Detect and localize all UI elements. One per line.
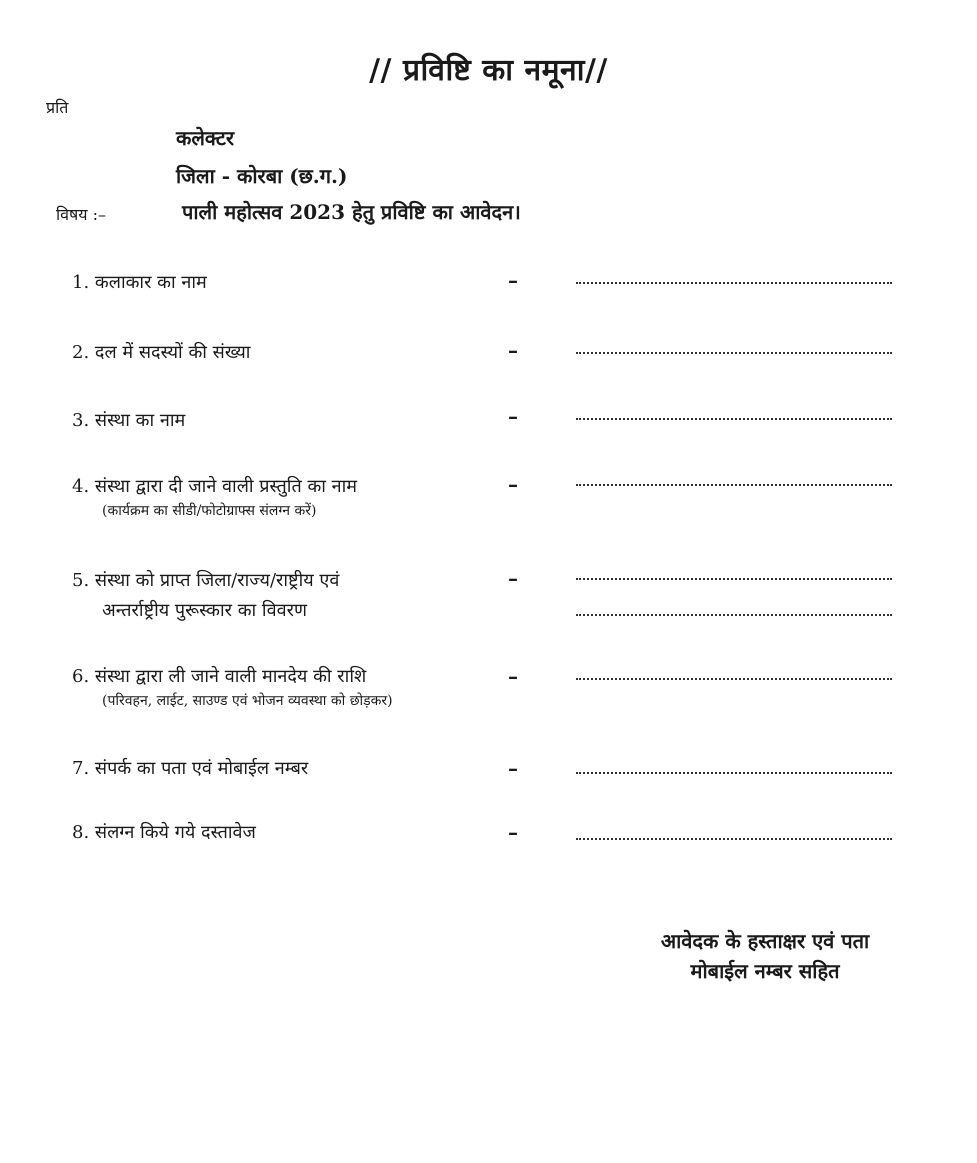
recipient-designation: कलेक्टर [176,126,235,150]
item-number: 4. [72,476,90,497]
form-item-awards [72,568,339,624]
form-item-artist-name [72,270,207,296]
fill-in-line-honorarium[interactable] [576,678,892,680]
form-item-organization-name [72,408,185,434]
item-note: (परिवहन, लाईट, साउण्ड एवं भोजन व्यवस्था को छोड़कर) [102,693,393,709]
item-label: संलग्न किये गये दस्तावेज [94,822,256,843]
item-label: कलाकार का नाम [94,272,207,293]
item-separator: – [508,566,518,590]
signature-block [640,926,890,986]
item-separator: – [508,820,518,844]
fill-in-line-contact[interactable] [576,772,892,774]
fill-in-line-performance-name[interactable] [576,484,892,486]
item-label: संस्था द्वारा ली जाने वाली मानदेय की राशि [94,666,367,687]
item-separator: – [508,756,518,780]
item-separator: – [508,664,518,688]
form-item-performance-name [72,474,357,522]
form-title: // प्रविष्टि का नमूना// [369,53,608,88]
item-separator: – [508,268,518,292]
item-label: संस्था को प्राप्त जिला/राज्य/राष्ट्रीय एवं [94,570,340,591]
item-number: 8. [72,822,90,843]
form-item-contact [72,756,308,782]
fill-in-line-organization-name[interactable] [576,418,892,420]
item-separator: – [508,338,518,362]
recipient-district: जिला - कोरबा (छ.ग.) [176,164,348,188]
item-number: 5. [72,570,90,591]
item-number: 1. [72,272,90,293]
item-label-continued: अन्तर्राष्ट्रीय पुरूस्कार का विवरण [102,600,307,621]
fill-in-line-artist-name[interactable] [576,282,892,284]
item-label: दल में सदस्यों की संख्या [94,342,251,363]
signature-line-2: मोबाईल नम्बर सहित [690,959,840,983]
signature-line-1: आवेदक के हस्ताक्षर एवं पता [660,929,870,953]
item-label: संस्था द्वारा दी जाने वाली प्रस्तुति का नाम [94,476,358,497]
item-label: संस्था का नाम [94,410,186,431]
fill-in-line-member-count[interactable] [576,352,892,354]
item-separator: – [508,472,518,496]
subject-text: पाली महोत्सव 2023 हेतु प्रविष्टि का आवेदन। [182,200,521,224]
form-item-honorarium [72,664,393,712]
item-separator: – [508,404,518,428]
form-item-attachments [72,820,256,846]
item-number: 3. [72,410,90,431]
fill-in-line-attachments[interactable] [576,838,892,840]
recipient-prefix: प्रति [46,98,69,117]
item-number: 2. [72,342,90,363]
fill-in-line-awards-2[interactable] [576,614,892,616]
item-number: 7. [72,758,90,779]
subject-label: विषय :– [56,205,107,224]
item-note: (कार्यक्रम का सीडी/फोटोग्राफ्स संलग्न करें) [102,503,317,519]
form-item-member-count [72,340,250,366]
item-number: 6. [72,666,90,687]
item-label: संपर्क का पता एवं मोबाईल नम्बर [94,758,309,779]
fill-in-line-awards-1[interactable] [576,578,892,580]
